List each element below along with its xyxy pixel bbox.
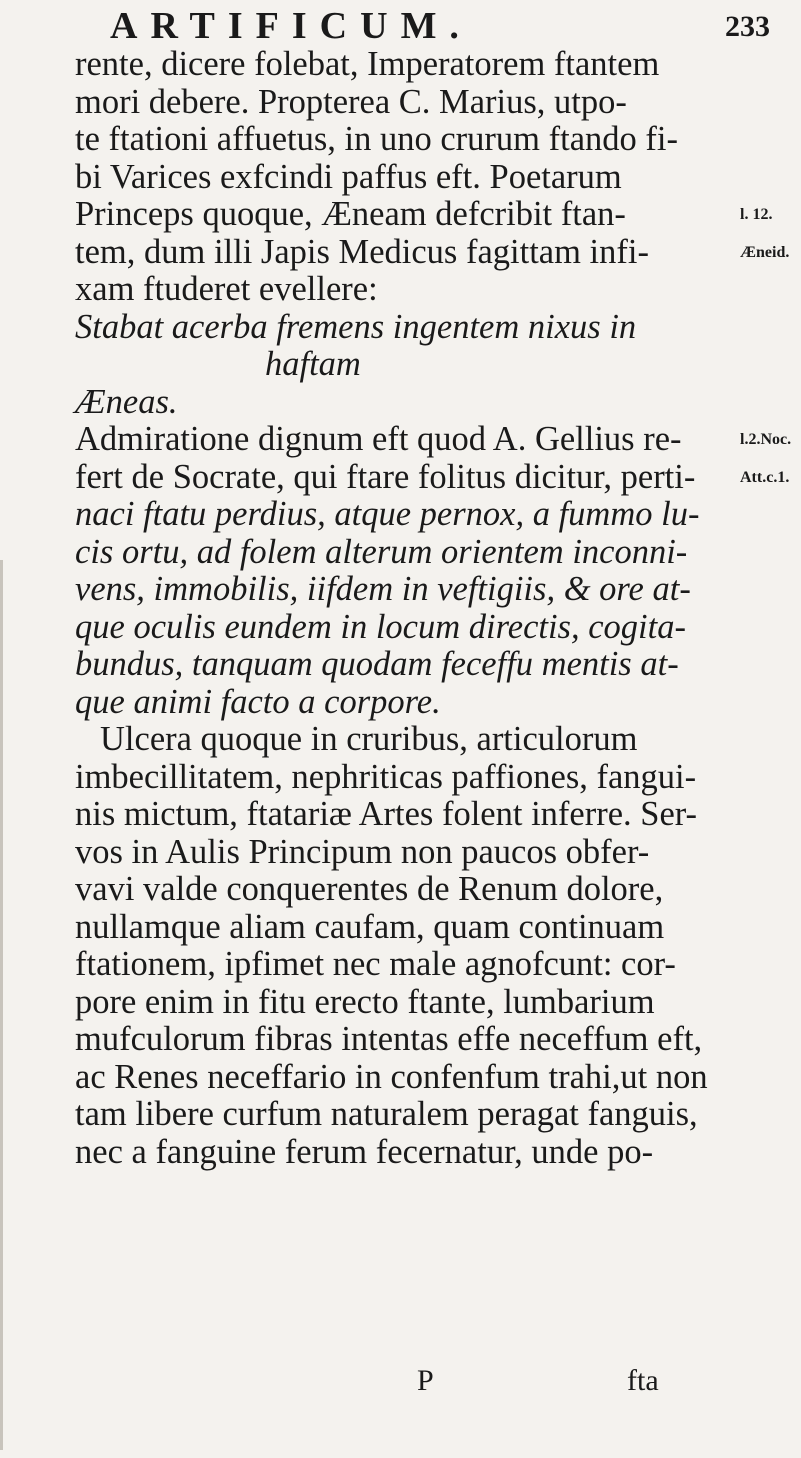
text-line: que animi facto a corpore. (75, 683, 441, 721)
text-line: Æneas. (75, 383, 178, 421)
text-line: bundus, tanquam quodam feceffu mentis at- (75, 646, 679, 683)
text-line: cis ortu, ad folem alterum orientem inconni- (75, 533, 688, 571)
text-line: mufculorum fibras intentas effe neceffum eft, (75, 1021, 703, 1058)
text-line: Stabat acerba fremens ingentem nixus in (75, 308, 637, 346)
text-line: nullamque aliam caufam, quam continuam (75, 908, 665, 946)
text-line: tam libere curfum naturalem peragat fanguis, (75, 1096, 698, 1133)
text-line: nec a fanguine ferum fecernatur, unde po- (75, 1133, 654, 1171)
catchword: fta (627, 1364, 659, 1397)
margin-note: l. 12. (740, 206, 773, 223)
text-line: haftam (265, 346, 361, 383)
page-footer (0, 1364, 801, 1404)
text-line: Admiratione dignum eft quod A. Gellius re- (75, 421, 682, 458)
text-line: ac Renes neceffario in confenfum trahi,ut non (75, 1058, 708, 1096)
page-header (110, 4, 770, 48)
text-line: vavi valde conquerentes de Renum dolore, (75, 871, 664, 908)
body-text (55, 46, 735, 1171)
text-line: te ftationi affuetus, in uno crurum ftando fi- (75, 121, 678, 158)
text-line: ftationem, ipfimet nec male agnofcunt: cor- (75, 946, 676, 983)
signature-mark: P (417, 1364, 434, 1397)
text-line: imbecillitatem, nephriticas paffiones, fangui- (75, 758, 697, 796)
margin-note: l.2.Noc. (740, 431, 792, 448)
text-line: vens, immobilis, iifdem in veftigiis, & ore at- (75, 571, 691, 608)
text-line: mori debere. Propterea C. Marius, utpo- (75, 83, 627, 121)
text-line: Ulcera quoque in cruribus, articulorum (100, 721, 638, 758)
text-line: bi Varices exfcindi paffus eft. Poetarum (75, 158, 622, 196)
text-line: xam ftuderet evellere: (75, 271, 378, 308)
text-line: fert de Socrate, qui ftare folitus dicitur, perti- (75, 458, 696, 496)
text-line: rente, dicere folebat, Imperatorem ftantem (75, 46, 660, 83)
text-line: tem, dum illi Japis Medicus fagittam infi- (75, 233, 649, 271)
running-title: ARTIFICUM. (110, 5, 472, 47)
margin-note: Æneid. (740, 243, 790, 261)
page-number: 233 (725, 10, 770, 43)
text-line: nis mictum, ftatariæ Artes folent inferre. Ser- (75, 796, 698, 833)
text-line: Princeps quoque, Æneam defcribit ftan- (75, 196, 626, 233)
page-edge-shadow (0, 560, 3, 1450)
text-line: que oculis eundem in locum directis, cogita- (75, 608, 686, 646)
text-line: pore enim in fitu erecto ftante, lumbarium (75, 983, 655, 1021)
text-line: naci ftatu perdius, atque pernox, a fummo lu- (75, 496, 700, 533)
text-line: vos in Aulis Principum non paucos obfer- (75, 833, 650, 871)
margin-note: Att.c.1. (740, 468, 790, 486)
